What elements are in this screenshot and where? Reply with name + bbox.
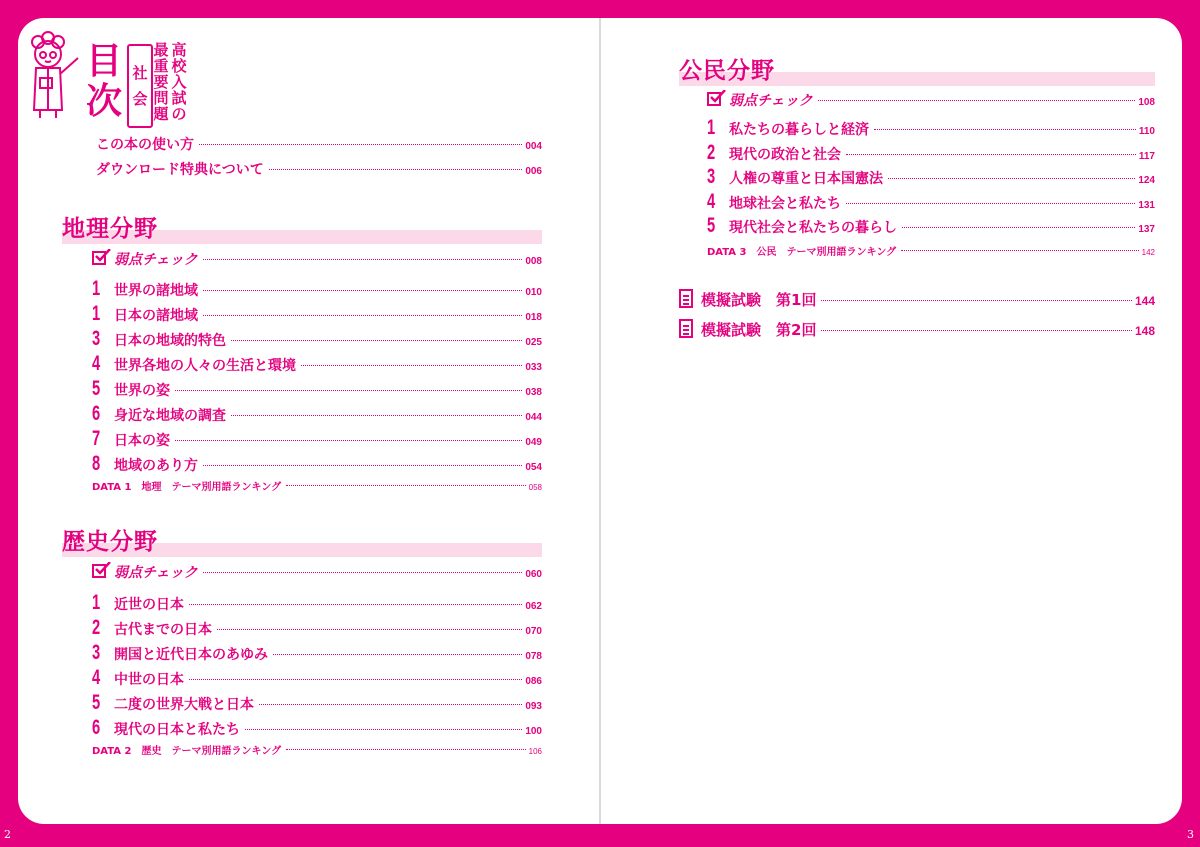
- toc-row-data2[interactable]: DATA 2 歴史 テーマ別用語ランキング 106: [92, 746, 542, 757]
- item-page: 070: [525, 626, 542, 637]
- toc-row[interactable]: [707, 141, 1155, 165]
- item-title: 地球社会と私たち: [729, 195, 841, 212]
- item-page: 018: [525, 312, 542, 323]
- toc-row[interactable]: [92, 277, 542, 301]
- item-number: 3: [707, 165, 716, 188]
- item-page: 137: [1138, 224, 1155, 235]
- subject-label: 社 会: [127, 44, 153, 128]
- item-number: 6: [92, 716, 101, 739]
- item-page: 062: [525, 601, 542, 612]
- toc-row[interactable]: [92, 327, 542, 351]
- toc-row-how-to-use[interactable]: この本の使い方 004: [96, 137, 542, 153]
- section-civics: [679, 52, 1155, 88]
- item-page: 110: [1138, 126, 1155, 137]
- item-title: 人権の尊重と日本国憲法: [729, 171, 883, 187]
- toc-row[interactable]: [92, 302, 542, 326]
- item-page: 093: [525, 701, 542, 712]
- item-number: 1: [92, 277, 101, 300]
- item-number: 5: [92, 377, 101, 400]
- page-number-right: 3: [1187, 828, 1194, 841]
- item-title: 現代の日本と私たち: [114, 722, 240, 738]
- item-title: 地域のあり方: [114, 458, 198, 474]
- item-page: 044: [525, 412, 542, 423]
- toc-row[interactable]: [92, 352, 542, 376]
- toc-row[interactable]: [92, 616, 542, 640]
- item-number: 4: [92, 666, 101, 689]
- toc-row-hist-check[interactable]: 弱点チェック 060: [114, 565, 542, 581]
- book-spine: [599, 18, 601, 824]
- toc-row-exam-2[interactable]: 模擬試験 第2回 148: [679, 316, 1155, 340]
- section-title: 地理分野: [62, 216, 158, 242]
- item-title: 現代社会と私たちの暮らし: [729, 220, 897, 236]
- book-title-col2: 最重要問題: [153, 41, 169, 123]
- checkbox-icon: [707, 92, 721, 106]
- item-number: 4: [92, 352, 101, 375]
- book-title-col1: 高校入試の: [171, 41, 187, 123]
- toc-row[interactable]: [92, 641, 542, 665]
- item-title: 身近な地域の調査: [114, 408, 226, 424]
- checkbox-icon: [92, 564, 106, 578]
- mokuji-heading: 目 次: [85, 41, 122, 122]
- item-page: 049: [525, 437, 542, 448]
- toc-row[interactable]: [707, 214, 1155, 238]
- page-number-left: 2: [4, 828, 11, 841]
- toc-row[interactable]: [92, 591, 542, 615]
- item-title: 日本の姿: [114, 433, 170, 449]
- toc-row[interactable]: [92, 427, 542, 451]
- item-title: 近世の日本: [114, 597, 184, 613]
- item-page: 117: [1138, 150, 1155, 162]
- item-page: 100: [525, 726, 542, 737]
- section-history: [62, 523, 542, 559]
- document-icon: [679, 319, 693, 338]
- item-number: 6: [92, 402, 101, 425]
- item-title: 世界の姿: [114, 383, 170, 399]
- item-number: 3: [92, 641, 101, 664]
- item-page: 038: [525, 387, 542, 398]
- item-page: 025: [525, 337, 542, 348]
- item-number: 1: [707, 116, 716, 139]
- toc-row-data3[interactable]: DATA 3 公民 テーマ別用語ランキング 142: [707, 247, 1155, 258]
- toc-row-civ-check[interactable]: 弱点チェック 108: [729, 93, 1155, 109]
- item-number: 4: [707, 189, 716, 213]
- left-page: [18, 18, 599, 824]
- item-title: 現代の政治と社会: [729, 146, 841, 163]
- item-title: 日本の地域的特色: [114, 333, 226, 349]
- document-icon: [679, 289, 693, 308]
- section-title: 公民分野: [679, 58, 775, 84]
- item-number: 2: [92, 616, 101, 639]
- checkbox-icon: [92, 251, 106, 265]
- item-number: 1: [92, 302, 101, 325]
- item-title: 世界の諸地域: [114, 283, 198, 299]
- teacher-mascot-icon: [26, 30, 80, 120]
- section-title: 歴史分野: [62, 529, 158, 555]
- item-number: 7: [92, 427, 101, 450]
- toc-row[interactable]: [92, 452, 542, 476]
- item-title: 日本の諸地域: [114, 308, 198, 324]
- item-number: 8: [92, 452, 101, 475]
- item-page: 078: [525, 651, 542, 662]
- item-title: 古代までの日本: [114, 622, 212, 638]
- toc-row[interactable]: [92, 666, 542, 690]
- item-number: 2: [707, 140, 716, 164]
- toc-row-exam-1[interactable]: 模擬試験 第1回 144: [679, 286, 1155, 310]
- toc-row[interactable]: [92, 402, 542, 426]
- item-page: 010: [525, 287, 542, 298]
- item-page: 086: [525, 676, 542, 687]
- right-page: [601, 18, 1182, 824]
- toc-logo: [24, 28, 187, 128]
- item-title: 私たちの暮らしと経済: [729, 122, 869, 138]
- item-number: 3: [92, 327, 101, 350]
- toc-row[interactable]: [92, 377, 542, 401]
- item-title: 二度の世界大戦と日本: [114, 697, 254, 713]
- toc-row[interactable]: [92, 691, 542, 715]
- toc-row-geo-check[interactable]: 弱点チェック 008: [114, 252, 542, 268]
- item-page: 033: [525, 362, 542, 373]
- item-page: 054: [525, 462, 542, 473]
- toc-row[interactable]: [707, 190, 1155, 214]
- item-title: 世界各地の人々の生活と環境: [114, 358, 296, 374]
- item-number: 1: [92, 591, 101, 614]
- toc-row-download[interactable]: ダウンロード特典について 006: [96, 162, 542, 178]
- item-number: 5: [92, 691, 101, 714]
- toc-row[interactable]: [707, 165, 1155, 189]
- item-title: 中世の日本: [114, 672, 184, 688]
- item-title: 開国と近代日本のあゆみ: [114, 647, 268, 663]
- toc-row[interactable]: [92, 716, 542, 740]
- item-page: 124: [1138, 175, 1155, 186]
- toc-row-data1[interactable]: DATA 1 地理 テーマ別用語ランキング 058: [92, 482, 542, 493]
- item-page: 131: [1138, 199, 1155, 211]
- item-number: 5: [707, 214, 716, 237]
- section-geography: [62, 210, 542, 246]
- toc-row[interactable]: [707, 116, 1155, 140]
